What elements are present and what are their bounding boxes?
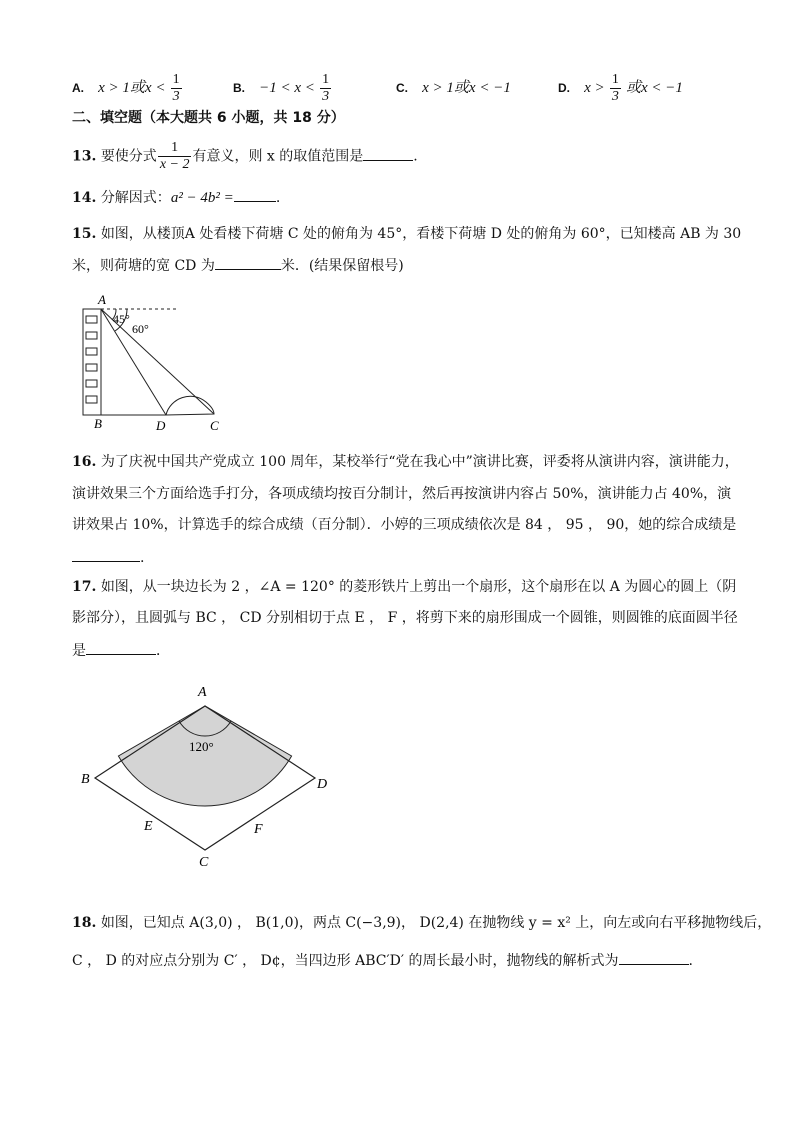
label-c: C	[199, 855, 209, 870]
option-c	[396, 76, 511, 97]
option-a	[72, 72, 183, 105]
question-17-line-1	[72, 577, 736, 597]
q13-post: 有意义，则 x 的取值范围是	[192, 148, 364, 165]
q17-line2: 影部分），且圆弧与 BC ， CD 分别相切于点 E ， F ，将剪下来的扇形围成一个圆锥，则圆锥的底面圆半径	[72, 610, 738, 626]
option-a-denominator: 3	[172, 89, 180, 104]
q15-line1: 如图，从楼顶A 处看楼下荷塘 C 处的俯角为 45°，看楼下荷塘 D 处的俯角为 60°，已知楼高 AB 为 30	[100, 226, 742, 242]
q13-denominator: x − 2	[159, 157, 190, 172]
q13-end: .	[413, 148, 418, 165]
q16-answer-blank[interactable]	[72, 547, 140, 562]
q18-line2-pre: C ， D 的对应点分别为 C′ ， D¢，当四边形 ABC′D′ 的周长最小时，抛物线的解析式为	[72, 953, 619, 969]
option-b-label: B.	[233, 81, 245, 95]
label-120: 120°	[189, 739, 214, 754]
q13-numerator: 1	[171, 140, 179, 155]
label-b: B	[94, 416, 102, 430]
label-d: D	[156, 418, 166, 430]
q15-line2-post: 米．(结果保留根号)	[280, 258, 404, 274]
question-16-line-1	[72, 452, 739, 472]
q13-fraction	[158, 140, 192, 173]
option-b-fraction	[320, 72, 331, 105]
q17-figure	[78, 680, 338, 875]
option-c-text: x > 1或x < −1	[422, 80, 511, 96]
shaded-sector	[118, 706, 291, 806]
option-d-numerator: 1	[611, 72, 619, 87]
q14-end: .	[275, 190, 281, 206]
question-13	[72, 140, 418, 173]
option-d-left: x >	[584, 80, 605, 96]
label-f: F	[254, 822, 263, 837]
building-windows	[86, 316, 97, 403]
option-d	[558, 72, 683, 105]
question-16-line-3	[72, 515, 736, 535]
label-a: A	[198, 685, 207, 700]
question-14	[72, 187, 280, 208]
q16-end: .	[140, 550, 145, 566]
q18-answer-blank[interactable]	[619, 950, 689, 965]
label-e: E	[144, 819, 153, 834]
q13-number: 13.	[72, 148, 97, 165]
pond	[166, 396, 214, 415]
option-c-label: C.	[396, 81, 408, 95]
question-17-line-3	[72, 640, 170, 661]
q17-answer-blank[interactable]	[86, 640, 156, 655]
q13-pre: 要使分式	[100, 148, 157, 165]
q17-end: ．	[156, 643, 170, 659]
option-b-numerator: 1	[322, 72, 330, 87]
q15-answer-blank[interactable]	[215, 255, 281, 270]
q14-expression: a² − 4b² =	[170, 190, 234, 206]
label-c: C	[210, 418, 219, 430]
q14-number: 14.	[72, 190, 97, 206]
q16-line2: 演讲效果三个方面给选手打分，各项成绩均按百分制计，然后再按演讲内容占 50%，演讲能力占 40%，演	[72, 486, 732, 502]
option-d-label: D.	[558, 81, 570, 95]
question-15-line-1	[72, 224, 741, 244]
q13-answer-blank[interactable]	[363, 146, 413, 161]
question-15-line-2	[72, 255, 404, 276]
q18-end: .	[688, 953, 693, 969]
section-title: 二、填空题（本大题共 6 小题，共 18 分）	[72, 110, 345, 126]
option-d-right: 或x < −1	[625, 80, 683, 96]
option-a-left: x > 1或x <	[98, 80, 166, 96]
label-d: D	[317, 777, 328, 792]
q16-line1: 为了庆祝中国共产党成立 100 周年，某校举行“党在我心中”演讲比赛，评委将从演讲内容，演讲能力，	[100, 454, 739, 470]
option-a-fraction	[171, 72, 182, 105]
q18-number: 18.	[72, 915, 97, 931]
q15-figure	[80, 290, 230, 430]
option-a-label: A.	[72, 81, 84, 95]
label-45: 45°	[113, 312, 130, 326]
q15-line2-pre: 米，则荷塘的宽 CD 为	[72, 258, 215, 274]
label-b: B	[81, 772, 90, 787]
option-d-fraction	[610, 72, 621, 105]
q17-number: 17.	[72, 579, 97, 595]
option-d-denominator: 3	[611, 89, 619, 104]
question-18-line-1	[72, 913, 771, 933]
option-b-denominator: 3	[322, 89, 330, 104]
question-16-line-4	[72, 547, 144, 568]
question-17-line-2	[72, 608, 738, 628]
option-a-numerator: 1	[172, 72, 180, 87]
q14-pre: 分解因式：	[100, 190, 171, 206]
q16-line3: 讲效果占 10%，计算选手的综合成绩（百分制）．小婷的三项成绩依次是 84 ， 95 ， 90，她的综合成绩是	[72, 517, 737, 533]
label-60: 60°	[132, 322, 149, 336]
option-b	[233, 72, 332, 105]
q14-answer-blank[interactable]	[234, 187, 276, 202]
q18-line1: 如图，已知点 A(3,0) ， B(1,0)，两点 C(−3,9)， D(2,4) 在抛物线 y = x² 上，向左或向右平移抛物线后，	[100, 915, 772, 931]
q16-number: 16.	[72, 454, 97, 470]
q17-line3-pre: 是	[72, 643, 86, 659]
q17-line1: 如图，从一块边长为 2 ，∠A = 120° 的菱形铁片上剪出一个扇形，这个扇形在以 A 为圆心的圆上（阴	[100, 579, 737, 595]
label-a: A	[98, 292, 106, 307]
q15-number: 15.	[72, 226, 97, 242]
question-18-line-2	[72, 950, 693, 971]
question-16-line-2	[72, 484, 731, 504]
option-b-left: −1 < x <	[259, 80, 315, 96]
